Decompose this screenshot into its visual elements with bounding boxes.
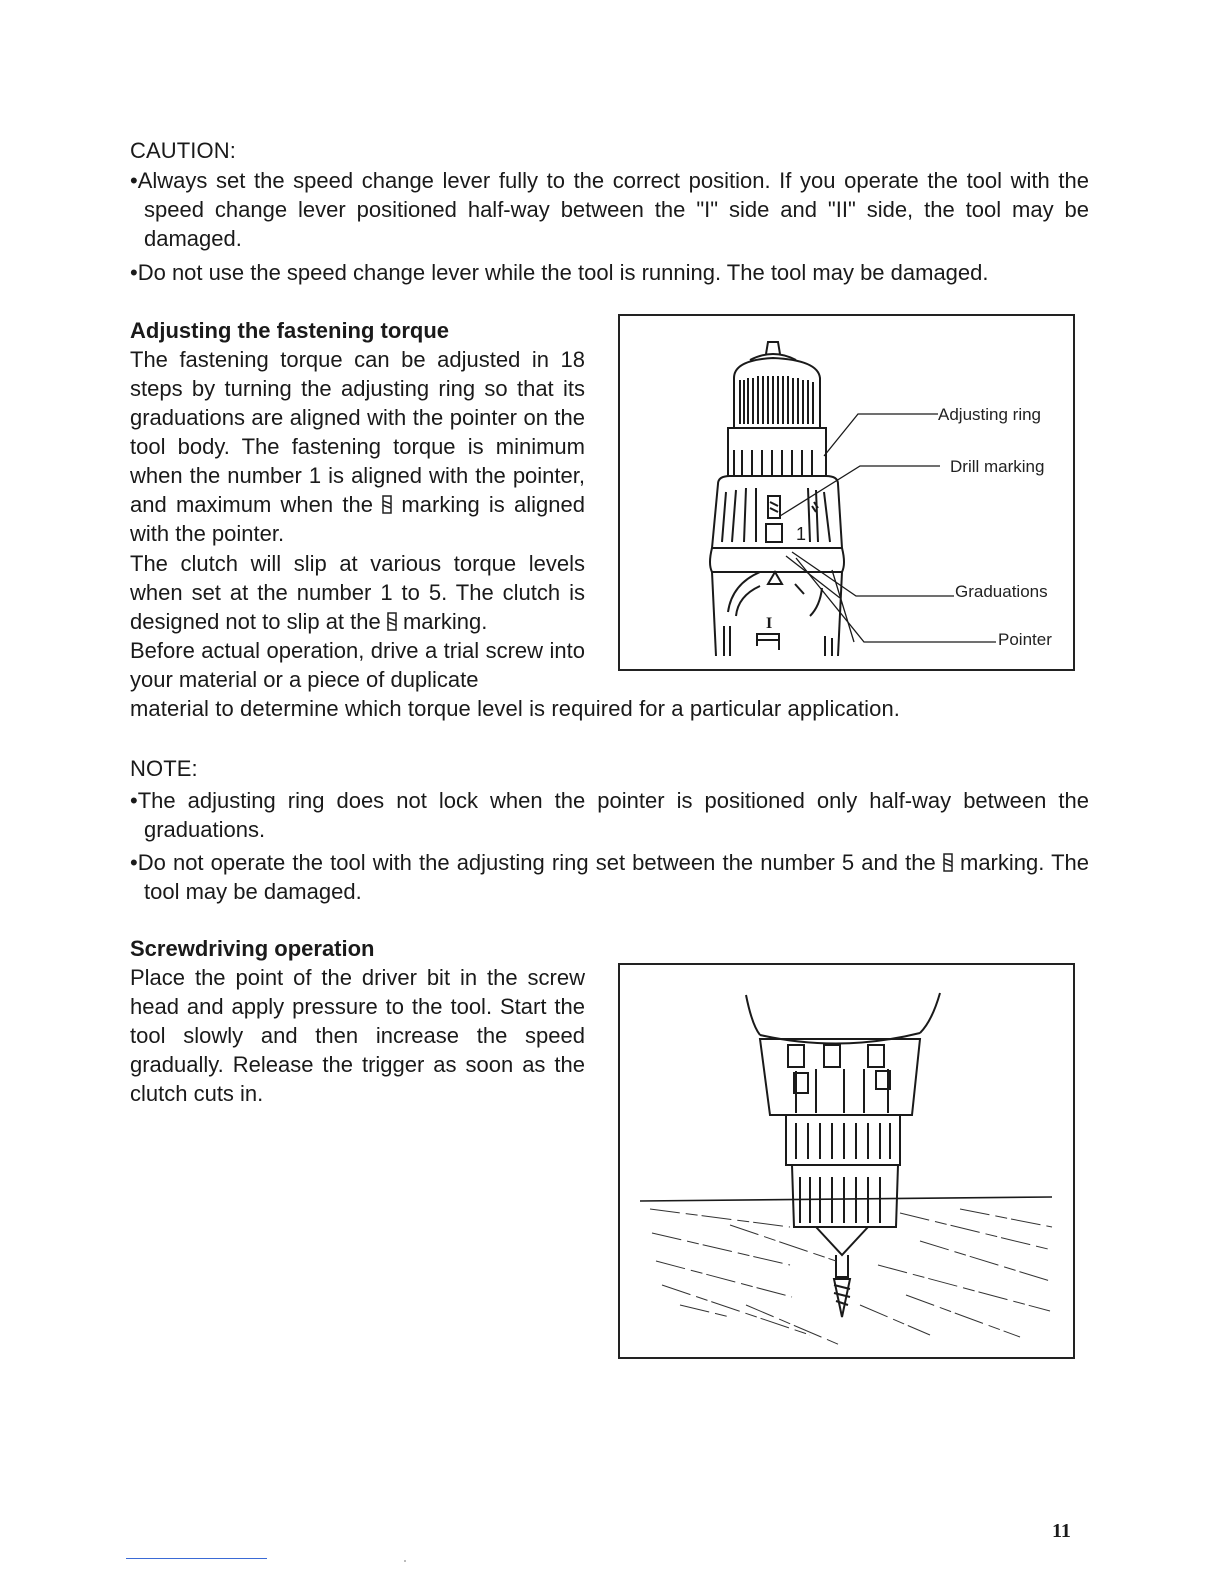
figure-screwdriving [618,963,1075,1359]
section-heading-screwdriving: Screwdriving operation [130,936,375,961]
section-heading-torque: Adjusting the fastening torque [130,318,449,343]
note-bullet-2-end: marking. The tool may be damaged. [144,850,1089,904]
drill-marking-icon [382,495,392,514]
figure-adjusting-ring [618,314,1075,671]
drill-chuck-illustration [620,316,1073,669]
note-heading: NOTE: [130,756,198,781]
footer-rule [126,1558,267,1559]
screwdriving-paragraph: Place the point of the driver bit in the screw head and apply pressure to the tool. Start the tool slowly and then increase the speed gradually. Release the trigger as soon as the clutch cuts in. [130,965,585,1106]
label-graduations: Graduations [955,582,1048,601]
torque-paragraph-2 [130,549,585,636]
label-pointer: Pointer [998,630,1052,649]
torque-paragraph-3: Before actual operation, drive a trial screw into your material or a piece of duplicate [130,638,585,692]
screwdriving-illustration [620,965,1073,1357]
torque-paragraph-1 [130,345,585,548]
torque-paragraph-1-text: The fastening torque can be adjusted in 18 steps by turning the adjusting ring so that its graduations are aligned with the pointer on the tool body. The fastening torque is minimum when the number 1 is aligned with the pointer, and maximum when the [130,347,585,517]
note-bullet-2 [130,848,1089,906]
torque-paragraph-2-end: marking. [396,609,488,634]
caution-heading: CAUTION: [130,138,236,163]
label-adjusting-ring: Adjusting ring [938,405,1042,424]
drill-marking-icon [387,612,397,631]
drill-marking-icon [943,853,953,872]
note-bullet-1: •The adjusting ring does not lock when the pointer is positioned only half-way between the graduations. [130,788,1089,842]
caution-bullet-2: •Do not use the speed change lever while the tool is running. The tool may be damaged. [130,260,989,285]
label-drill-marking: Drill marking [950,457,1045,476]
torque-paragraph-1-end: marking is aligned with the pointer. [130,492,585,546]
torque-paragraph-2-text: The clutch will slip at various torque levels when set at the number 1 to 5. The clutch is designed not to slip at the [130,551,585,634]
speed-mark-label: I [766,615,773,632]
caution-bullet-1: •Always set the speed change lever fully to the correct position. If you operate the tool with the speed change lever positioned half-way between the "I" side and "II" side, the tool may be damaged. [130,168,1089,251]
footer-dot [404,1560,406,1562]
ring-number-label: 1 [796,524,807,544]
torque-paragraph-3-continued: material to determine which torque level is required for a particular application. [130,696,901,721]
note-bullet-2-text: •Do not operate the tool with the adjusting ring set between the number 5 and the [130,850,943,875]
page-number: 11 [1052,1520,1071,1542]
